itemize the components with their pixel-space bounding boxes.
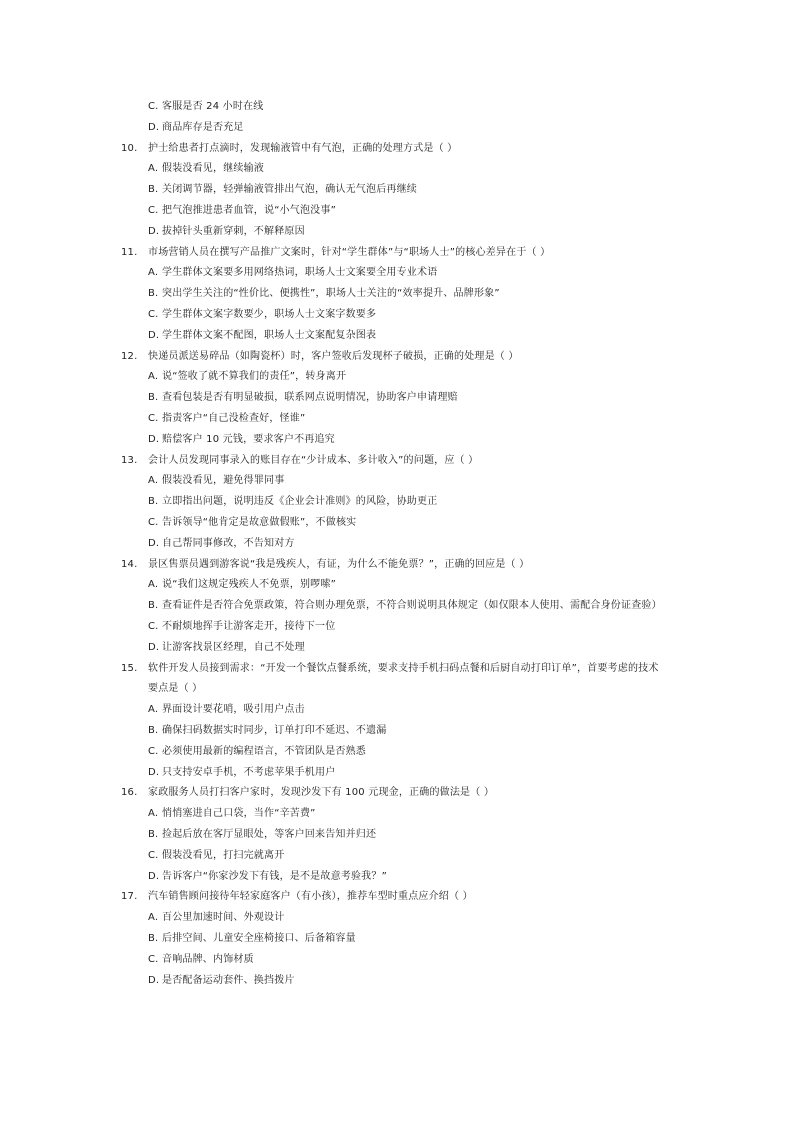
answer-option bbox=[148, 283, 500, 304]
option-text: 音响品牌、内饰材质 bbox=[162, 953, 254, 965]
option-text: 商品库存是否充足 bbox=[162, 121, 244, 133]
option-text: 告诉领导“他肯定是故意做假账”，不做核实 bbox=[162, 517, 357, 528]
option-text: 百公里加速时间、外观设计 bbox=[162, 912, 285, 924]
question-stem: 汽车销售顾问接待年轻家庭客户（有小孩），推荐车型时重点应介绍（ ） bbox=[148, 891, 473, 903]
question-stem: 会计人员发现同事录入的账目存在“少计成本、多计收入”的问题，应（ ） bbox=[148, 454, 479, 466]
option-letter: A. bbox=[148, 579, 159, 591]
answer-option bbox=[148, 512, 356, 533]
answer-option bbox=[148, 699, 305, 720]
option-letter: B. bbox=[148, 829, 159, 840]
option-letter: A. bbox=[148, 371, 159, 383]
answer-option bbox=[148, 262, 437, 283]
option-text: 说“签收了就不算我们的责任”，转身离开 bbox=[162, 371, 347, 383]
question-number: 16. bbox=[121, 787, 138, 799]
option-text: 必须使用最新的编程语言，不管团队是否熟悉 bbox=[162, 745, 366, 757]
answer-option bbox=[148, 741, 366, 762]
answer-option bbox=[148, 616, 335, 637]
option-text: 学生群体文案字数要少，职场人士文案字数要多 bbox=[162, 309, 377, 320]
answer-option bbox=[148, 803, 316, 824]
answer-option bbox=[148, 325, 376, 346]
answer-option bbox=[148, 470, 284, 491]
question-number: 15. bbox=[121, 662, 138, 674]
answer-option bbox=[148, 970, 295, 991]
option-text: 后排空间、儿童安全座椅接口、后备箱容量 bbox=[162, 933, 356, 944]
answer-option bbox=[148, 762, 335, 783]
question-stem: 市场营销人员在撰写产品推广文案时，针对“学生群体”与“职场人士”的核心差异在于（ ） bbox=[148, 246, 551, 258]
option-text: 学生群体文案要多用网络热词，职场人士文案要全用专业术语 bbox=[162, 267, 438, 279]
option-letter: C. bbox=[148, 849, 159, 861]
option-text: 突出学生关注的“性价比、便携性”，职场人士关注的“效率提升、品牌形象” bbox=[162, 288, 500, 300]
option-text: 学生群体文案不配图，职场人士文案配复杂图表 bbox=[162, 329, 377, 341]
option-letter: A. bbox=[148, 704, 159, 716]
question-stem: 要点是（ ） bbox=[148, 683, 203, 695]
answer-option bbox=[148, 533, 295, 554]
option-letter: D. bbox=[148, 121, 160, 133]
option-letter: C. bbox=[148, 517, 159, 528]
option-text: 把气泡推进患者血管，说“小气泡没事” bbox=[162, 205, 336, 216]
option-text: 不耐烦地挥手让游客走开，接待下一位 bbox=[162, 621, 336, 632]
option-letter: C. bbox=[148, 621, 159, 632]
option-letter: B. bbox=[148, 600, 159, 612]
option-text: 假装没看见，避免得罪同事 bbox=[162, 475, 285, 487]
option-letter: B. bbox=[148, 933, 159, 944]
option-letter: B. bbox=[148, 392, 159, 404]
answer-option bbox=[148, 366, 346, 387]
option-text: 确保扫码数据实时同步，订单打印不延迟、不遗漏 bbox=[162, 725, 387, 736]
option-letter: C. bbox=[148, 309, 159, 320]
answer-option bbox=[148, 179, 417, 200]
option-letter: D. bbox=[148, 329, 160, 341]
answer-option bbox=[148, 720, 386, 741]
answer-option bbox=[148, 117, 244, 138]
answer-option bbox=[148, 96, 263, 117]
answer-option bbox=[148, 907, 284, 928]
question-number: 11. bbox=[121, 246, 138, 258]
answer-option bbox=[148, 200, 336, 221]
option-letter: A. bbox=[148, 475, 159, 487]
answer-option bbox=[148, 429, 335, 450]
answer-option bbox=[148, 221, 305, 242]
option-letter: D. bbox=[148, 433, 160, 445]
answer-option bbox=[148, 595, 662, 616]
option-text: 客服是否 24 小时在线 bbox=[162, 101, 264, 112]
option-text: 查看包装是否有明显破损，联系网点说明情况，协助客户申请理赔 bbox=[162, 392, 458, 404]
answer-option bbox=[148, 408, 305, 429]
answer-option bbox=[148, 824, 376, 845]
option-letter: B. bbox=[148, 288, 159, 300]
option-text: 捡起后放在客厅显眼处，等客户回来告知并归还 bbox=[162, 829, 377, 840]
option-text: 关闭调节器，轻弹输液管排出气泡，确认无气泡后再继续 bbox=[162, 184, 417, 196]
question-stem: 快递员派送易碎品（如陶瓷杯）时，客户签收后发现杯子破损，正确的处理是（ ） bbox=[148, 350, 519, 362]
answer-option bbox=[148, 928, 356, 949]
option-text: 告诉客户“你家沙发下有钱，是不是故意考验我？” bbox=[162, 870, 387, 882]
question-number: 17. bbox=[121, 891, 138, 903]
question-stem: 家政服务人员打扫客户家时，发现沙发下有 100 元现金，正确的做法是（ ） bbox=[148, 787, 495, 799]
option-letter: C. bbox=[148, 101, 159, 112]
option-text: 自己帮同事修改，不告知对方 bbox=[162, 537, 295, 549]
option-text: 让游客找景区经理，自己不处理 bbox=[162, 641, 305, 653]
answer-option bbox=[148, 845, 284, 866]
answer-option bbox=[148, 574, 336, 595]
option-letter: D. bbox=[148, 641, 160, 653]
option-text: 假装没看见，打扫完就离开 bbox=[162, 849, 285, 861]
option-letter: D. bbox=[148, 870, 160, 882]
option-letter: C. bbox=[148, 205, 159, 216]
question-stem: 景区售票员遇到游客说“我是残疾人，有证，为什么不能免票？”，正确的回应是（ ） bbox=[148, 558, 530, 570]
option-text: 悄悄塞进自己口袋，当作“辛苦费” bbox=[162, 808, 316, 820]
answer-option bbox=[148, 158, 264, 179]
option-text: 界面设计要花哨，吸引用户点击 bbox=[162, 704, 305, 716]
answer-option bbox=[148, 387, 458, 408]
option-letter: D. bbox=[148, 766, 160, 778]
option-text: 赔偿客户 10 元钱，要求客户不再追究 bbox=[162, 433, 335, 445]
option-text: 指责客户“自己没检查好，怪谁” bbox=[162, 413, 306, 424]
option-letter: D. bbox=[148, 974, 160, 986]
option-text: 假装没看见，继续输液 bbox=[162, 163, 264, 175]
question-number: 12. bbox=[121, 350, 138, 362]
question-number: 14. bbox=[121, 558, 138, 570]
option-letter: A. bbox=[148, 163, 159, 175]
answer-option bbox=[148, 866, 387, 887]
option-letter: B. bbox=[148, 496, 159, 508]
option-text: 说“我们这规定残疾人不免票，别啰嗦” bbox=[162, 579, 336, 591]
option-text: 只支持安卓手机，不考虑苹果手机用户 bbox=[162, 766, 336, 778]
option-text: 是否配备运动套件、换挡拨片 bbox=[162, 974, 295, 986]
option-letter: A. bbox=[148, 267, 159, 279]
option-letter: A. bbox=[148, 912, 159, 924]
answer-option bbox=[148, 949, 254, 970]
option-letter: C. bbox=[148, 953, 159, 965]
option-text: 查看证件是否符合免票政策，符合则办理免票，不符合则说明具体规定（如仅限本人使用、需配合身份证查验） bbox=[162, 600, 662, 612]
option-letter: D. bbox=[148, 225, 160, 237]
option-letter: C. bbox=[148, 745, 159, 757]
option-letter: C. bbox=[148, 413, 159, 424]
question-number: 10. bbox=[121, 142, 138, 154]
option-letter: B. bbox=[148, 184, 159, 196]
option-letter: D. bbox=[148, 537, 160, 549]
answer-option bbox=[148, 304, 376, 325]
question-stem: 软件开发人员接到需求：“开发一个餐饮点餐系统，要求支持手机扫码点餐和后厨自动打印订单”，首要考虑的技术 bbox=[148, 662, 659, 674]
option-text: 拔掉针头重新穿刺，不解释原因 bbox=[162, 225, 305, 237]
answer-option bbox=[148, 491, 437, 512]
option-letter: B. bbox=[148, 725, 159, 736]
question-number: 13. bbox=[121, 454, 138, 466]
question-stem: 护士给患者打点滴时，发现输液管中有气泡，正确的处理方式是（ ） bbox=[148, 142, 458, 154]
option-letter: A. bbox=[148, 808, 159, 820]
option-text: 立即指出问题，说明违反《企业会计准则》的风险，协助更正 bbox=[162, 496, 438, 508]
answer-option bbox=[148, 637, 305, 658]
